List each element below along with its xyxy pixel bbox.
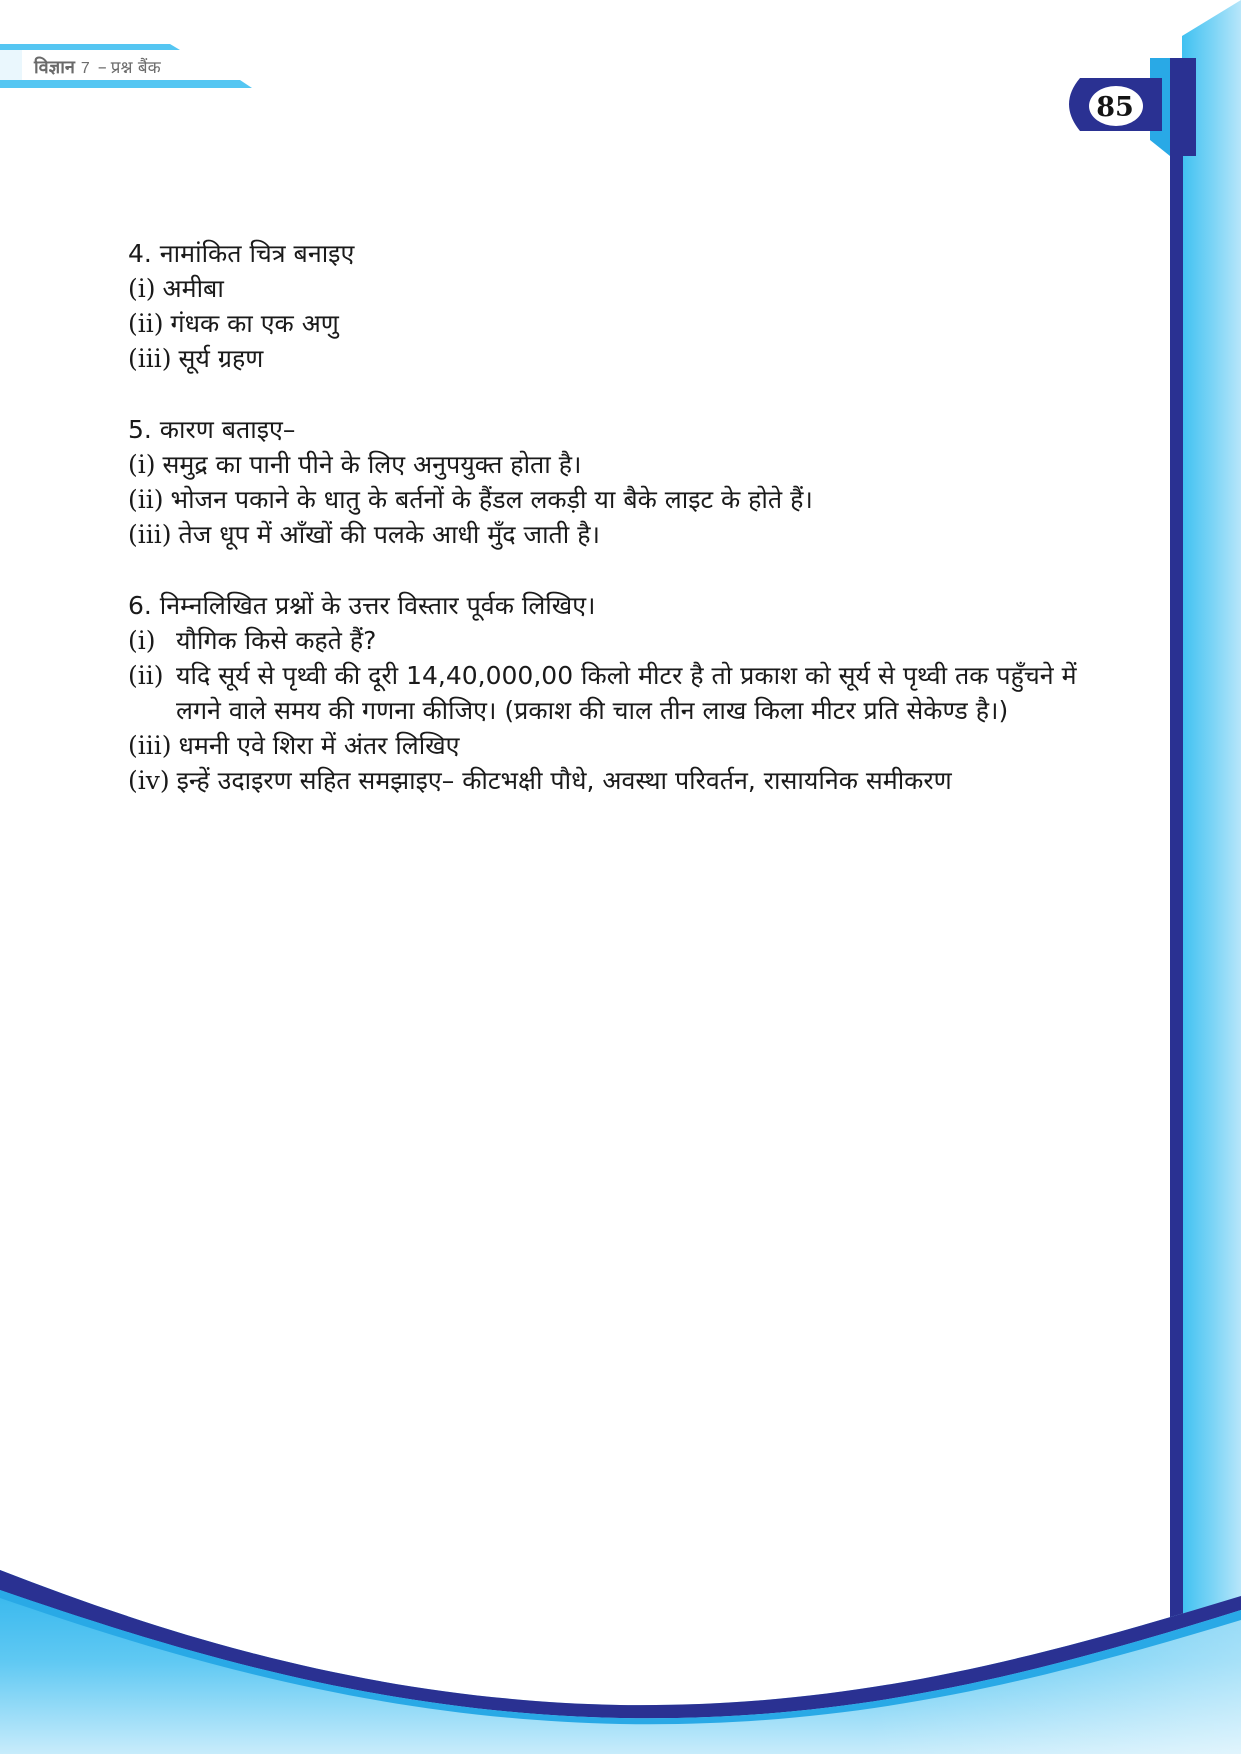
item-text: भोजन पकाने के धातु के बर्तनों के हैंडल लकड़ी या बैके लाइट के होते हैं। — [170, 485, 813, 514]
item-text: गंधक का एक अणु — [170, 309, 339, 338]
page-number: 85 — [1096, 92, 1134, 123]
item-text: समुद्र का पानी पीने के लिए अनुपयुक्त होता है। — [162, 450, 582, 479]
question-title: 5. कारण बताइए– — [128, 415, 296, 444]
question-item — [128, 306, 1128, 341]
item-text-multiline — [176, 658, 1128, 728]
header-grade: 7 — [80, 60, 90, 77]
item-marker: (i) — [128, 626, 156, 655]
item-text-line-2: लगने वाले समय की गणना कीजिए। (प्रकाश की चाल तीन लाख किला मीटर प्रति सेकेण्ड है।) — [176, 696, 1009, 725]
item-text-line-1: यदि सूर्य से पृथ्वी की दूरी 14,40,000,00 किलो मीटर है तो प्रकाश को सूर्य से पृथ्वी तक पहुँचने में — [176, 661, 1077, 690]
header-separator: – — [97, 57, 107, 78]
item-marker: (iv) — [128, 766, 170, 795]
item-text: यौगिक किसे कहते हैं? — [176, 626, 377, 655]
item-marker: (iii) — [128, 344, 172, 373]
question-item — [128, 623, 1128, 658]
question-list — [128, 236, 1128, 834]
item-text: इन्हें उदाइरण सहित समझाइए– कीटभक्षी पौधे, अवस्था परिवर्तन, रासायनिक समीकरण — [176, 766, 952, 795]
question-title: 6. निम्नलिखित प्रश्नों के उत्तर विस्तार पूर्वक लिखिए। — [128, 591, 596, 620]
item-text: तेज धूप में आँखों की पलके आधी मुँद जाती है। — [178, 520, 600, 549]
question-item — [128, 482, 1128, 517]
item-marker: (i) — [128, 274, 156, 303]
item-marker: (ii) — [128, 309, 164, 338]
question-5 — [128, 412, 1128, 552]
running-header — [34, 55, 161, 79]
question-6 — [128, 588, 1128, 798]
question-4 — [128, 236, 1128, 376]
item-marker: (iii) — [128, 731, 172, 760]
question-item — [128, 271, 1128, 306]
question-item — [128, 658, 1128, 728]
header-book-title: प्रश्न बैंक — [110, 58, 161, 78]
item-text: सूर्य ग्रहण — [178, 344, 264, 373]
question-item — [128, 728, 1128, 763]
right-column — [1150, 0, 1241, 1754]
question-item — [128, 447, 1128, 482]
item-text: धमनी एवे शिरा में अंतर लिखिए — [178, 731, 460, 760]
question-item — [128, 517, 1128, 552]
question-item — [128, 341, 1128, 376]
header-subject: विज्ञान — [34, 57, 75, 78]
item-marker: (iii) — [128, 520, 172, 549]
item-marker: (ii) — [128, 485, 164, 514]
item-marker: (ii) — [128, 661, 164, 690]
question-title: 4. नामांकित चित्र बनाइए — [128, 239, 355, 268]
bottom-wave — [0, 1570, 1241, 1754]
item-text: अमीबा — [162, 274, 224, 303]
question-item — [128, 763, 1128, 798]
item-marker: (i) — [128, 450, 156, 479]
